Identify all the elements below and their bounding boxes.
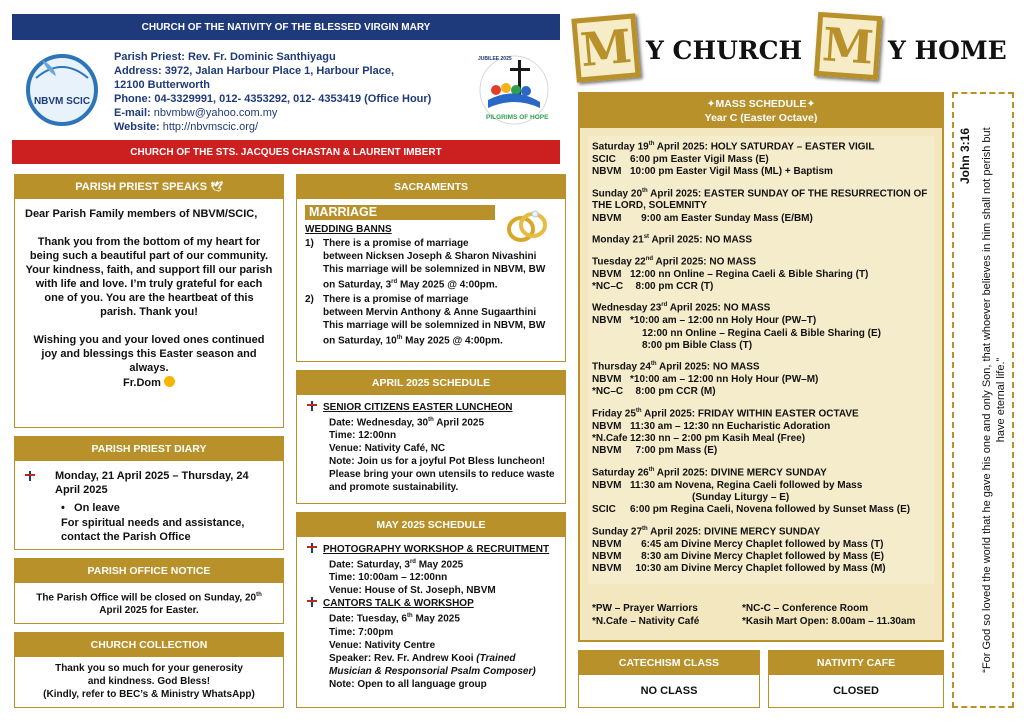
sacraments-header: SACRAMENTS xyxy=(297,175,565,199)
verse-reference: John 3:16 xyxy=(958,128,972,185)
banner-letter-m-1: M xyxy=(571,13,640,82)
cross-icon xyxy=(307,401,317,411)
banns-2-line-3: This marriage will be solemnized in NBVM, BW xyxy=(323,320,546,332)
mass-location xyxy=(592,340,630,352)
mass-row xyxy=(592,433,930,445)
april-schedule-panel xyxy=(296,370,566,504)
mass-detail: 8:00 pm Bible Class (T) xyxy=(642,339,753,351)
diary-note: For spiritual needs and assistance, contact the Parish Office xyxy=(61,517,245,543)
dove-icon: 🕊 xyxy=(210,181,223,193)
legend-ncc: *NC-C – Conference Room xyxy=(742,603,869,614)
april-event-note: Note: Join us for a joyful Pot Bless luncheon! Please bring your own utensils to reduce waste and promote sustainability. xyxy=(329,456,555,494)
cross-icon: ✦ xyxy=(706,98,716,110)
priest-diary-panel: PARISH PRIEST DIARY Monday, 21 April 2025 – Thursday, 24 April 2025 • On leave For spiritual needs and assistance, contact the Parish Office xyxy=(14,436,284,550)
mass-detail: 8:00 pm CCR (T) xyxy=(630,280,714,292)
cross-icon xyxy=(307,597,317,607)
may-event-2-time: Time: 7:00pm xyxy=(329,626,394,638)
may-event-1-title: PHOTOGRAPHY WORKSHOP & RECRUITMENT xyxy=(323,544,550,555)
email-link[interactable]: nbvmbw@yahoo.com.my xyxy=(153,107,278,119)
cross-icon xyxy=(25,471,35,481)
cafe-header: NATIVITY CAFE xyxy=(769,651,943,675)
mass-subtitle: Year C (Easter Octave) xyxy=(704,112,818,124)
mass-row xyxy=(592,328,930,340)
mass-detail: 12:30 nn – 2:00 pm Kasih Meal (Free) xyxy=(630,433,806,445)
mass-schedule-panel xyxy=(578,92,944,642)
banns-1-line-3: This marriage will be solemnized in NBVM, BW xyxy=(323,264,546,275)
marriage-label-bar xyxy=(305,205,495,220)
diary-bullet: On leave xyxy=(74,502,120,514)
smile-icon xyxy=(164,376,175,387)
mass-schedule-body xyxy=(588,136,934,584)
mass-day-heading: Saturday 26th April 2025: DIVINE MERCY SUNDAY xyxy=(592,466,827,479)
mass-location: SCIC xyxy=(592,153,616,165)
collection-line-1: Thank you so much for your generosity xyxy=(55,663,243,674)
mass-detail: 10:00 pm Easter Vigil Mass (ML) + Baptism xyxy=(630,166,833,178)
mass-detail: 6:00 pm Regina Caeli, Novena followed by Sunset Mass (E) xyxy=(630,504,911,516)
catechism-header: CATECHISM CLASS xyxy=(579,651,759,675)
mass-row xyxy=(592,213,930,225)
mass-row xyxy=(592,421,930,433)
may-event-2-date: Date: Tuesday, 6th May 2025 xyxy=(329,613,460,625)
mass-row xyxy=(592,563,930,575)
legend-kasih: *Kasih Mart Open: 8.00am – 11.30am xyxy=(742,616,916,627)
collection-line-2: and kindness. God Bless! xyxy=(87,676,211,687)
jubilee-logo xyxy=(474,50,554,130)
april-schedule-header: APRIL 2025 SCHEDULE xyxy=(297,371,565,395)
mass-day-block xyxy=(592,405,930,458)
mass-row xyxy=(592,154,930,166)
mass-day-heading: Wednesday 23rd April 2025: NO MASS xyxy=(592,302,771,314)
second-church-bar xyxy=(12,140,560,164)
wedding-banns-label: WEDDING BANNS xyxy=(305,224,392,235)
mass-day-heading: Thursday 24th April 2025: NO MASS xyxy=(592,361,760,373)
mass-location: NBVM xyxy=(592,563,622,575)
mass-detail: 8:30 am Divine Mercy Chaplet followed by Mass (E) xyxy=(630,550,884,562)
mass-day-heading: Tuesday 22nd April 2025: NO MASS xyxy=(592,255,757,268)
mass-location: NBVM xyxy=(592,420,622,432)
may-event-1-time: Time: 10:00am – 12:00nn xyxy=(329,572,448,584)
april-event-date: Date: Wednesday, 30th April 2025 xyxy=(329,417,485,429)
marriage-label: MARRIAGE xyxy=(309,205,378,219)
collection-header: CHURCH COLLECTION xyxy=(15,633,283,657)
may-event-1-date: Date: Saturday, 3rd May 2025 xyxy=(329,559,464,571)
mass-row xyxy=(592,551,930,563)
collection-line-3: (Kindly, refer to BEC’s & Ministry WhatsApp) xyxy=(43,689,255,700)
rings-icon xyxy=(505,209,549,245)
april-event-time: Time: 12:00nn xyxy=(329,430,397,442)
mass-row xyxy=(592,504,930,516)
may-schedule-header: MAY 2025 SCHEDULE xyxy=(297,513,565,537)
may-event-2-title: CANTORS TALK & WORKSHOP xyxy=(323,598,474,610)
mass-row xyxy=(592,445,930,457)
phone: Phone: 04-3329991, 012- 4353292, 012- 4353419 (Office Hour) xyxy=(114,93,432,105)
mass-location: NBVM xyxy=(592,445,622,457)
priest-wish: Wishing you and your loved ones continued joy and blessings this Easter season and always. xyxy=(33,334,265,374)
mass-location: NBVM xyxy=(592,166,622,178)
mass-row xyxy=(592,269,930,281)
website-label: Website: xyxy=(114,121,163,133)
diary-dates: Monday, 21 April 2025 – Thursday, 24 April 2025 xyxy=(55,470,249,496)
banner-text-1: Y CHURCH xyxy=(646,36,803,65)
mass-row xyxy=(592,315,930,327)
may-event-1-venue: Venue: House of St. Joseph, NBVM xyxy=(329,585,496,597)
catechism-panel xyxy=(578,650,760,708)
mass-schedule-header xyxy=(580,94,942,128)
collection-panel xyxy=(14,632,284,708)
verse-text: “For God so loved the world that he gave his one and only Son, that whoever believes in him shall not perish but have eternal life.” xyxy=(981,127,1007,673)
address-line-1: Address: 3972, Jalan Harbour Place 1, Harbour Place, xyxy=(114,65,395,77)
mass-location: *NC–C xyxy=(592,386,624,398)
mass-detail: 12:00 nn Online – Regina Caeli & Bible Sharing (E) xyxy=(642,327,881,339)
mass-location: NBVM xyxy=(592,479,622,491)
april-event-venue: Venue: Nativity Café, NC xyxy=(329,443,446,455)
mass-detail: 11:30 am – 12:30 nn Eucharistic Adoration xyxy=(630,420,831,432)
office-notice-header: PARISH OFFICE NOTICE xyxy=(15,559,283,583)
banner-text-2: Y HOME xyxy=(888,36,1007,65)
mass-location: *N.Cafe xyxy=(592,433,628,445)
second-church-title: CHURCH OF THE STS. JACQUES CHASTAN & LAURENT IMBERT xyxy=(130,146,442,158)
mass-detail: 9:00 am Easter Sunday Mass (E/BM) xyxy=(630,212,813,224)
mass-day-block xyxy=(592,185,930,226)
may-schedule-panel xyxy=(296,512,566,708)
mass-location: *NC–C xyxy=(592,280,624,292)
parish-logo xyxy=(22,48,102,128)
mass-detail: *10:00 am – 12:00 nn Holy Hour (PW–M) xyxy=(630,374,819,386)
priest-speaks-header: PARISH PRIEST SPEAKS 🕊 xyxy=(15,175,283,199)
banns-1-names: Nicksen Joseph & Sharon Nivashini xyxy=(365,251,537,262)
mass-row xyxy=(592,480,930,492)
website-link[interactable]: http://nbvmscic.org/ xyxy=(162,121,259,133)
banns-1-line-1: There is a promise of marriage xyxy=(323,238,469,249)
mass-row xyxy=(592,374,930,386)
mass-day-block xyxy=(592,253,930,294)
priest-signature: Fr.Dom xyxy=(123,377,161,389)
jubilee-top-text: JUBILEE 2025 xyxy=(478,56,512,62)
mass-title: MASS SCHEDULE xyxy=(715,98,807,110)
mass-day-block xyxy=(592,138,930,179)
mass-day-block xyxy=(592,358,930,399)
mass-legend xyxy=(592,602,938,628)
verse-rotated xyxy=(958,120,1008,680)
priest-greeting: Dear Parish Family members of NBVM/SCIC, xyxy=(25,208,258,220)
mass-location: NBVM xyxy=(592,212,622,224)
mass-location: NBVM xyxy=(592,374,622,386)
priest-speaks-panel xyxy=(14,174,284,428)
mass-day-block xyxy=(592,523,930,576)
mass-day-heading: Monday 21st April 2025: NO MASS xyxy=(592,234,753,246)
mass-day-heading: Sunday 20th April 2025: EASTER SUNDAY OF THE RESURRECTION OF THE LORD, SOLEMNITY xyxy=(592,187,928,212)
mass-row xyxy=(592,539,930,551)
mass-day-heading: Sunday 27th April 2025: DIVINE MERCY SUNDAY xyxy=(592,525,821,538)
mass-detail: 8:00 pm CCR (M) xyxy=(630,386,716,398)
mass-day-heading: Friday 25th April 2025: FRIDAY WITHIN EASTER OCTAVE xyxy=(592,407,859,420)
mass-location: NBVM xyxy=(592,538,622,550)
email-label: E-mail: xyxy=(114,107,154,119)
sacraments-panel: SACRAMENTS MARRIAGE WEDDING BANNS 1) There is a promise of marriage between Nicksen Joseph & Sharon Nivashini This marriage will be solemnized in NBVM, BW on Saturday, 3rd May 2025 @ 4:00pm. 2) There is a promise of marriage between Mervin Anthony & Anne Sugaarthini This marriage will be solemnized in NBVM, BW on Saturday, 10th May 2025 @ 4:00pm. xyxy=(296,174,566,362)
priest-message: Thank you from the bottom of my heart for being such a beautiful part of our community. Your kindness, faith, and support fill our parish with life and love. I’m truly grateful for each one of you. You are the heartbeat of this parish. Thank you! xyxy=(25,236,273,318)
banns-2-line-1: There is a promise of marriage xyxy=(323,294,469,306)
mass-row xyxy=(592,340,930,352)
mass-location: NBVM xyxy=(592,268,622,280)
jubilee-bottom-text: PILGRIMS OF HOPE xyxy=(486,114,549,121)
mass-detail: 12:00 nn Online – Regina Caeli & Bible Sharing (T) xyxy=(630,268,869,280)
may-event-2-speaker: Speaker: Rev. Fr. Andrew Kooi (Trained Musician & Responsorial Psalm Composer) xyxy=(329,652,536,677)
mass-detail: (Sunday Liturgy – E) xyxy=(642,491,790,503)
banner-letter-m-2: M xyxy=(814,12,882,80)
mass-detail: 10:30 am Divine Mercy Chaplet followed by Mass (M) xyxy=(630,563,886,575)
logo-text: NBVM SCIC xyxy=(33,96,91,107)
may-event-2-venue: Venue: Nativity Centre xyxy=(329,639,436,651)
church-title-bar xyxy=(12,14,560,40)
mass-detail: 11:30 am Novena, Regina Caeli followed by Mass xyxy=(630,479,863,491)
april-event-title: SENIOR CITIZENS EASTER LUNCHEON xyxy=(323,402,513,413)
mass-detail: 6:45 am Divine Mercy Chaplet followed by Mass (T) xyxy=(630,538,884,550)
mass-day-heading: Saturday 19th April 2025: HOLY SATURDAY – EASTER VIGIL xyxy=(592,141,875,153)
office-notice-text: The Parish Office will be closed on Sunday, 20th April 2025 for Easter. xyxy=(36,592,262,617)
mass-detail: *10:00 am – 12:00 nn Holy Hour (PW–T) xyxy=(630,315,817,327)
mass-location: SCIC xyxy=(592,504,616,516)
mass-location: NBVM xyxy=(592,550,622,562)
cafe-status: CLOSED xyxy=(833,685,879,697)
verse-panel xyxy=(952,92,1014,708)
mass-location xyxy=(592,328,630,340)
mass-day-block xyxy=(592,464,930,517)
parish-info xyxy=(114,50,474,134)
mass-row xyxy=(592,386,930,398)
mass-row xyxy=(592,492,930,504)
church-title: CHURCH OF THE NATIVITY OF THE BLESSED VIRGIN MARY xyxy=(141,21,431,33)
legend-ncafe: *N.Cafe – Nativity Café xyxy=(592,616,700,627)
mass-detail: 6:00 pm Easter Vigil Mass (E) xyxy=(630,153,769,165)
catechism-status: NO CLASS xyxy=(640,685,698,697)
cross-icon: ✦ xyxy=(806,98,816,110)
mass-day-block xyxy=(592,231,930,247)
cafe-panel xyxy=(768,650,944,708)
mass-location: NBVM xyxy=(592,315,622,327)
parish-priest-name: Parish Priest: Rev. Fr. Dominic Santhiyagu xyxy=(114,51,336,63)
mass-detail: 7:00 pm Mass (E) xyxy=(630,445,718,457)
cross-icon xyxy=(307,543,317,553)
legend-pw: *PW – Prayer Warriors xyxy=(592,603,698,614)
may-event-2-note: Note: Open to all language group xyxy=(329,678,487,690)
office-notice-panel xyxy=(14,558,284,624)
mass-row xyxy=(592,281,930,293)
my-church-my-home-banner xyxy=(572,10,1012,88)
banns-2-names: Mervin Anthony & Anne Sugaarthini xyxy=(365,307,537,319)
mass-day-block xyxy=(592,299,930,352)
address-line-2: 12100 Butterworth xyxy=(114,79,210,91)
priest-diary-header: PARISH PRIEST DIARY xyxy=(15,437,283,461)
mass-location xyxy=(592,492,630,504)
mass-row xyxy=(592,166,930,178)
